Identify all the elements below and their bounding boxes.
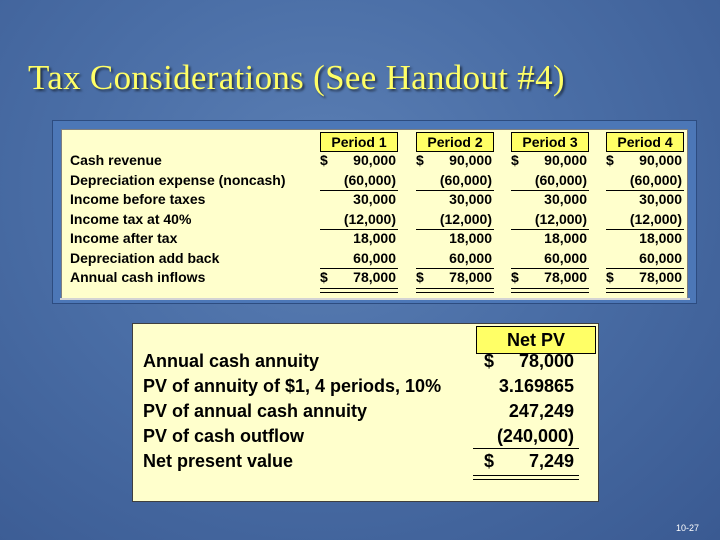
cash-value: 60,000 — [353, 249, 396, 266]
net-pv-header: Net PV — [476, 326, 596, 354]
cash-flow-table — [52, 120, 697, 304]
cash-cell — [509, 151, 589, 169]
cash-cell — [414, 229, 494, 247]
cash-value: 78,000 — [544, 269, 587, 285]
npv-row-label: Annual cash annuity — [143, 351, 320, 371]
dollar-sign: $ — [484, 351, 495, 371]
grand-total-rule — [606, 288, 684, 293]
total-rule — [416, 190, 494, 191]
cash-value: 78,000 — [353, 269, 396, 285]
cash-cell — [604, 249, 684, 267]
cash-cell — [318, 190, 398, 208]
cash-cell — [604, 210, 684, 228]
cash-value: 78,000 — [639, 269, 682, 285]
grand-total-rule — [320, 288, 398, 293]
cash-row-label: Depreciation expense (noncash) — [70, 171, 286, 188]
slide-number: 10-27 — [676, 523, 700, 533]
cash-value: 60,000 — [449, 249, 492, 266]
cash-value: 30,000 — [353, 191, 396, 207]
cash-value: 18,000 — [449, 230, 492, 246]
npv-row-label: PV of cash outflow — [143, 426, 305, 446]
cash-cell — [414, 268, 494, 286]
cash-row-label: Income after tax — [70, 230, 178, 246]
total-rule — [511, 268, 589, 269]
dollar-sign: $ — [320, 269, 328, 285]
total-rule — [606, 268, 684, 269]
total-rule — [320, 229, 398, 230]
npv-total-rule — [473, 475, 579, 480]
cash-value: 30,000 — [639, 191, 682, 207]
cash-value: 30,000 — [449, 191, 492, 207]
npv-value: 7,249 — [528, 451, 574, 471]
cash-row-label: Cash revenue — [70, 152, 162, 168]
grand-total-rule — [511, 288, 589, 293]
cash-cell — [414, 249, 494, 267]
cash-value: (12,000) — [534, 210, 587, 227]
total-rule — [606, 190, 684, 191]
cash-value: (60,000) — [629, 171, 682, 188]
total-rule — [320, 268, 398, 269]
cash-row-label: Income tax at 40% — [70, 210, 192, 227]
total-rule — [416, 229, 494, 230]
cash-value: 90,000 — [639, 152, 682, 168]
cash-value: 60,000 — [544, 249, 587, 266]
period-2-header: Period 2 — [416, 132, 494, 152]
npv-cell — [478, 399, 578, 423]
cash-value: 30,000 — [544, 191, 587, 207]
total-rule — [606, 229, 684, 230]
cash-value: 60,000 — [639, 249, 682, 266]
npv-subtotal-rule — [473, 448, 579, 449]
dollar-sign: $ — [606, 152, 614, 168]
cash-value: 78,000 — [449, 269, 492, 285]
cash-cell — [414, 151, 494, 169]
cash-cell — [318, 249, 398, 267]
table-shadow — [60, 298, 690, 300]
cash-cell — [509, 171, 589, 189]
npv-value: 78,000 — [518, 351, 574, 371]
cash-value: 90,000 — [449, 152, 492, 168]
dollar-sign: $ — [484, 451, 495, 471]
total-rule — [511, 190, 589, 191]
cash-cell — [509, 190, 589, 208]
dollar-sign: $ — [416, 152, 424, 168]
cash-value: 90,000 — [353, 152, 396, 168]
grand-total-rule — [416, 288, 494, 293]
cash-value: (12,000) — [629, 210, 682, 227]
total-rule — [416, 268, 494, 269]
cash-cell — [414, 190, 494, 208]
cash-cell — [318, 229, 398, 247]
slide-title: Tax Considerations (See Handout #4) — [28, 58, 565, 97]
cash-value: 18,000 — [544, 230, 587, 246]
npv-cell — [478, 349, 578, 373]
cash-value: (12,000) — [343, 210, 396, 227]
dollar-sign: $ — [416, 269, 424, 285]
cash-row-label: Depreciation add back — [70, 249, 220, 266]
cash-cell — [509, 268, 589, 286]
cash-cell — [509, 249, 589, 267]
npv-value: 247,249 — [508, 401, 574, 421]
npv-row-label: Net present value — [143, 451, 294, 471]
cash-value: (60,000) — [534, 171, 587, 188]
cash-flow-table-body — [61, 129, 688, 299]
cash-row-label: Annual cash inflows — [70, 269, 206, 285]
npv-cell — [478, 424, 578, 448]
npv-row-label: PV of annuity of $1, 4 periods, 10% — [143, 376, 442, 396]
total-rule — [320, 190, 398, 191]
cash-row-label: Income before taxes — [70, 191, 206, 207]
cash-cell — [604, 171, 684, 189]
cash-cell — [318, 268, 398, 286]
period-1-header: Period 1 — [320, 132, 398, 152]
cash-cell — [604, 229, 684, 247]
npv-value: 3.169865 — [498, 376, 574, 396]
cash-value: 18,000 — [639, 230, 682, 246]
dollar-sign: $ — [511, 152, 519, 168]
cash-cell — [604, 190, 684, 208]
cash-value: (60,000) — [343, 171, 396, 188]
cash-value: (12,000) — [439, 210, 492, 227]
cash-cell — [318, 151, 398, 169]
cash-value: 18,000 — [353, 230, 396, 246]
cash-cell — [318, 171, 398, 189]
cash-value: (60,000) — [439, 171, 492, 188]
dollar-sign: $ — [606, 269, 614, 285]
cash-cell — [604, 268, 684, 286]
npv-row-label: PV of annual cash annuity — [143, 401, 368, 421]
total-rule — [511, 229, 589, 230]
period-3-header: Period 3 — [511, 132, 589, 152]
cash-cell — [509, 210, 589, 228]
period-4-header: Period 4 — [606, 132, 684, 152]
npv-table — [132, 323, 599, 502]
cash-value: 90,000 — [544, 152, 587, 168]
cash-cell — [414, 210, 494, 228]
cash-cell — [604, 151, 684, 169]
cash-cell — [509, 229, 589, 247]
npv-cell — [478, 449, 578, 473]
cash-cell — [414, 171, 494, 189]
dollar-sign: $ — [511, 269, 519, 285]
dollar-sign: $ — [320, 152, 328, 168]
cash-cell — [318, 210, 398, 228]
npv-cell — [478, 374, 578, 398]
npv-value: (240,000) — [496, 426, 574, 446]
